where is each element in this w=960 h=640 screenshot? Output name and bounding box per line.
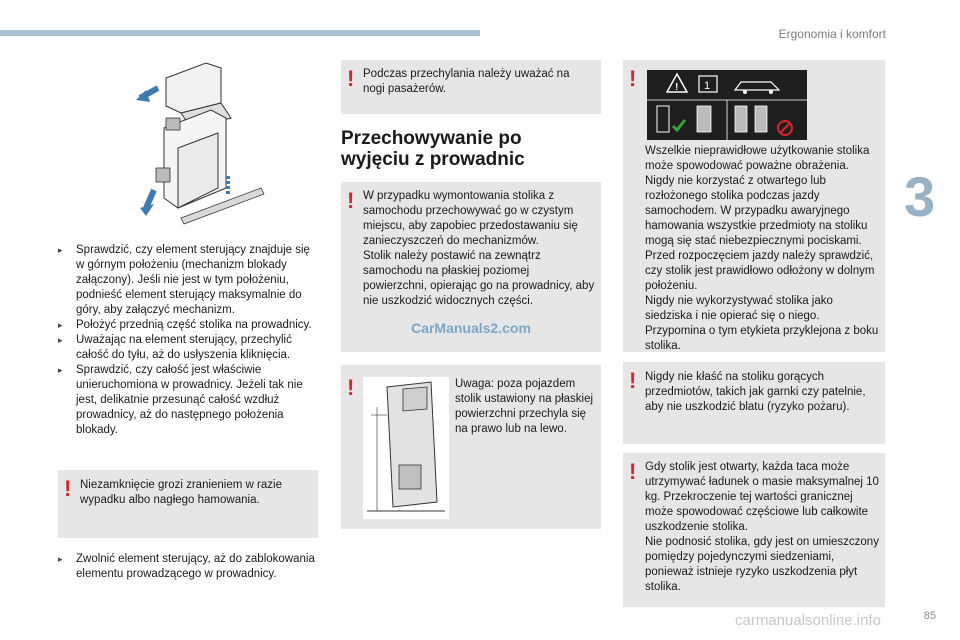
page-number: 85 <box>923 610 936 622</box>
exclamation-icon: ! <box>629 368 637 393</box>
warning-box-storage: ! W przypadku wymontowania stolika z samochodu przechowywać go w czystym miejscu, aby zapobiec przedostawaniu się zanieczyszczeń do mechanizmów. Stolik należy postawić na zewnątrz samochodu na płaskiej poziomej powierzchni, opierając go na prowadnicy, aby nie uszkodzić widocznych części. <box>341 182 601 352</box>
exclamation-icon: ! <box>347 66 355 91</box>
list-item: ▸ Sprawdzić, czy całość jest właściwie unieruchomiona w prowadnicy. Jeżeli tak nie jest, delikatnie przesunąć całość wzdłuż prowadnicy, aż do następnego położenia blokady. <box>58 364 303 436</box>
warning-box-misuse: ! ! 1 Wszelkie nieprawidłowe użytkowanie stolika może spowodować poważne obrażenia. Nigdy nie korzystać z otwartego lub rozłożonego stolika podczas jazdy samochodem. W przypadku awaryjnego hamowania wszystkie przedmioty na stoliku mogą się stać niebezpiecznymi pociskami. Przed rozpoczęciem jazdy należy sprawdzić, czy stolik jest prawidłowo odłożony w dolnym położeniu. Nigdy nie wykorzystywać stolika jako siedziska i nie opierać się o niego. Przypomina o tym etykieta przyklejona z boku stolika. <box>623 60 885 352</box>
sticker-glyph: 1 <box>704 80 711 92</box>
list-item: ▸ Położyć przednią część stolika na prowadnicy. <box>58 319 312 331</box>
triangle-bullet-icon: ▸ <box>58 245 63 255</box>
bottom-instruction <box>58 552 320 582</box>
exclamation-icon: ! <box>629 66 637 91</box>
left-column <box>58 243 320 438</box>
warning-box-load: ! Gdy stolik jest otwarty, każda taca może utrzymywać ładunek o masie maksymalnej 10 kg. Przekroczenie tej wartości granicznej może spowodować częściowe lub całkowite uszkodzenie stolika. Nie podnosić stolika, gdy jest on umieszczony pomiędzy pojedynczymi siedzeniami, ponieważ istnieje ryzyko uszkodzenia płyt stolika. <box>623 453 885 607</box>
svg-text:!: ! <box>675 82 679 93</box>
list-item: ▸ Zwolnić element sterujący, aż do zablokowania elementu prowadzącego w prowadnicy. <box>58 553 315 580</box>
triangle-bullet-icon: ▸ <box>58 365 63 375</box>
table-installation-illustration <box>136 58 266 233</box>
footer-watermark: carmanualsonline.info <box>735 612 881 629</box>
warning-sticker-icon <box>647 70 807 140</box>
list-item: ▸ Sprawdzić, czy element sterujący znajduje się w górnym położeniu (mechanizm blokady załączony). Jeśli nie jest w tym położeniu, podnieść element sterujący maksymalnie do góry, aby załączyć mechanizm. <box>58 244 310 316</box>
warning-box-hot: ! Nigdy nie kłaść na stoliku gorących przedmiotów, takich jak garnki czy patelnie, aby nie uszkodzić blatu (ryzyko pożaru). <box>623 362 885 444</box>
list-item: ▸ Uważając na element sterujący, przechylić całość do tyłu, aż do usłyszenia kliknięcia. <box>58 334 292 361</box>
watermark: CarManuals2.com <box>411 320 531 336</box>
triangle-bullet-icon: ▸ <box>58 335 63 345</box>
triangle-bullet-icon: ▸ <box>58 320 63 330</box>
header-bar <box>0 30 480 36</box>
warning-box-lock: ! Niezamknięcie grozi zranieniem w razie wypadku albo nagłego hamowania. <box>58 470 318 538</box>
exclamation-icon: ! <box>347 375 355 400</box>
chapter-number: 3 <box>904 165 936 228</box>
warning-box-legs: ! Podczas przechylania należy uważać na nogi pasażerów. <box>341 60 601 114</box>
exclamation-icon: ! <box>629 459 637 484</box>
exclamation-icon: ! <box>64 476 72 501</box>
section-heading: Przechowywanie po wyjęciu z prowadnic <box>341 128 525 170</box>
section-title: Ergonomia i komfort <box>778 27 886 41</box>
exclamation-icon: ! <box>347 188 355 213</box>
note-box-tilt: ! Uwaga: poza pojazdem stolik ustawiony na płaskiej powierzchni przechyla się na prawo lub na lewo. <box>341 365 601 529</box>
table-side-view-illustration <box>363 377 449 519</box>
triangle-bullet-icon: ▸ <box>58 554 63 564</box>
